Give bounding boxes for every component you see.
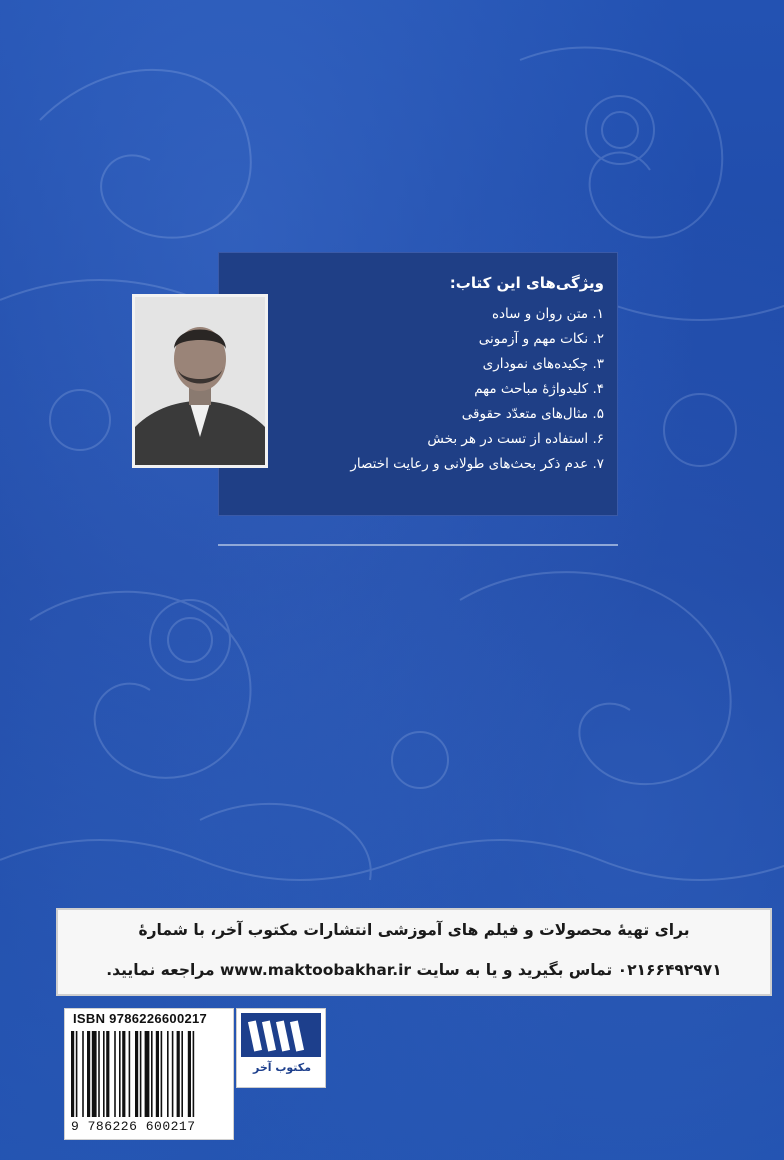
- feature-item: ۲. نکات مهم و آزمونی: [478, 331, 604, 347]
- isbn-barcode: [64, 1008, 234, 1140]
- feature-item: ۳. چکیده‌های نموداری: [482, 356, 604, 372]
- books-logo-icon: [237, 1009, 325, 1061]
- features-title: ویژگی‌های این کتاب:: [449, 274, 604, 292]
- person-photo-icon: [135, 297, 265, 465]
- feature-item: ۵. مثال‌های متعدّد حقوقی: [461, 406, 604, 422]
- contact-line-2: ۰۲۱۶۶۴۹۲۹۷۱ تماس بگیرید و یا به سایت www.maktoobakhar.ir مراجعه نمایید.: [106, 961, 722, 979]
- contact-info-box: [56, 908, 772, 996]
- author-photo: [132, 294, 268, 468]
- feature-item: ۴. کلیدواژهٔ مباحث مهم: [474, 381, 604, 397]
- feature-item: ۶. استفاده از تست در هر بخش: [427, 431, 604, 447]
- divider-line: [218, 544, 618, 546]
- publisher-name: مکتوب آخر: [252, 1061, 312, 1074]
- isbn-digits: 9 786226 600217: [71, 1119, 196, 1134]
- isbn-label: ISBN 9786226600217: [73, 1011, 208, 1026]
- barcode-icon: [71, 1031, 229, 1117]
- features-list: [284, 274, 604, 477]
- publisher-logo: [236, 1008, 326, 1088]
- contact-line-1: برای تهیهٔ محصولات و فیلم های آموزشی انتشارات مکتوب آخر، با شمارهٔ: [138, 921, 690, 939]
- feature-item: ۱. متن روان و ساده: [491, 306, 604, 322]
- feature-item: ۷. عدم ذکر بحث‌های طولانی و رعایت اختصار: [350, 456, 604, 472]
